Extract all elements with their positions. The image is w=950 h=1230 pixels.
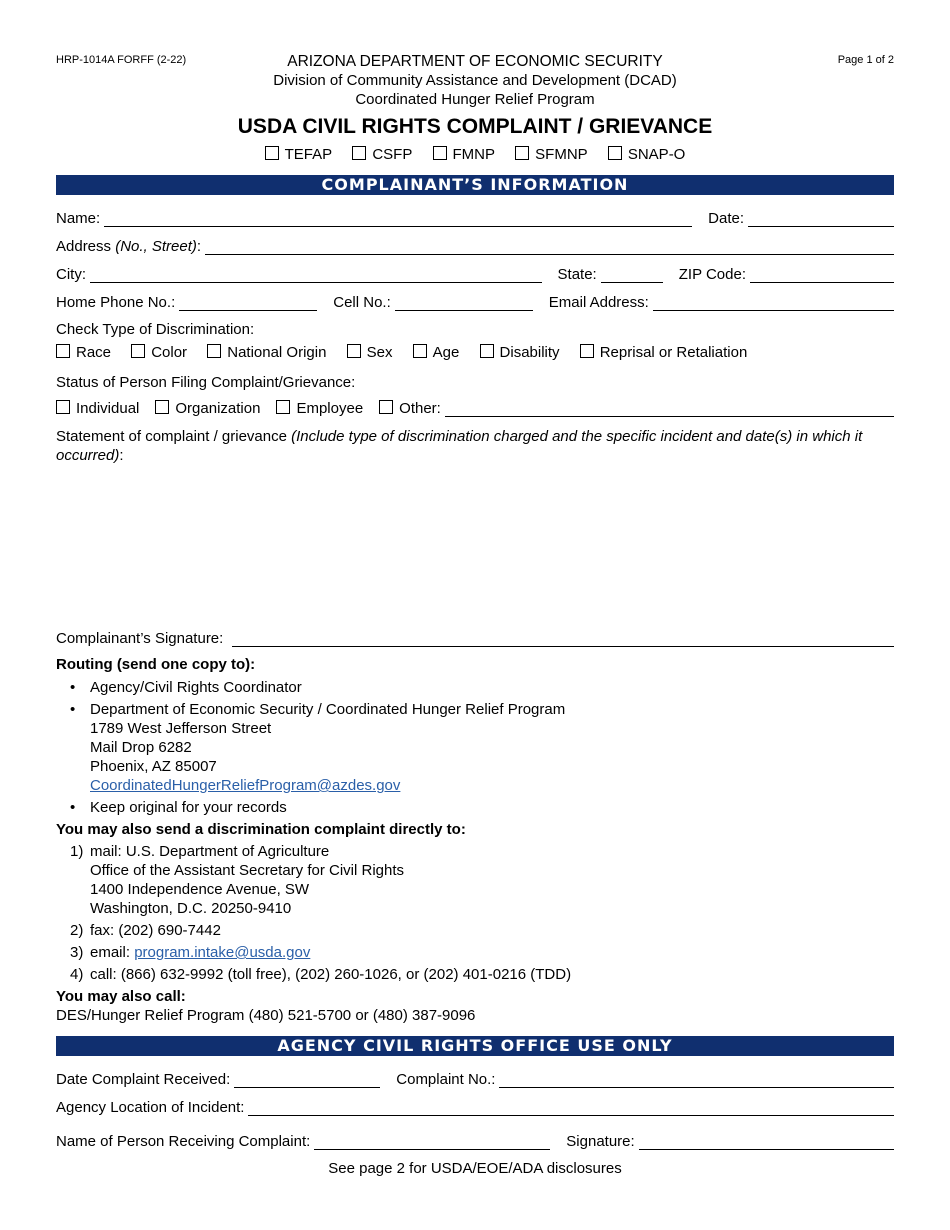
office-signature-label: Signature:: [566, 1133, 635, 1150]
cell-field[interactable]: [395, 296, 533, 311]
checkbox[interactable]: [433, 146, 447, 160]
status-option[interactable]: Individual: [56, 400, 139, 417]
other-option[interactable]: Other:: [379, 400, 441, 417]
routing-list: [56, 678, 894, 820]
checkbox[interactable]: [56, 344, 70, 358]
program-option[interactable]: SNAP-O: [608, 146, 686, 163]
name-field[interactable]: [104, 212, 692, 227]
date-field[interactable]: [748, 212, 894, 227]
discrimination-option[interactable]: Age: [413, 344, 460, 361]
list-item: 3) email: program.intake@usda.gov: [70, 944, 311, 961]
name-label: Name:: [56, 210, 101, 227]
program-option[interactable]: FMNP: [433, 146, 496, 163]
city-label: City:: [56, 266, 86, 283]
home-phone-field[interactable]: [179, 296, 317, 311]
checkbox[interactable]: [580, 344, 594, 358]
checkbox[interactable]: [347, 344, 361, 358]
program-name: Coordinated Hunger Relief Program: [355, 91, 595, 108]
discrimination-label: Check Type of Discrimination:: [56, 321, 255, 338]
email-label: Email Address:: [548, 294, 649, 311]
office-signature-field[interactable]: [639, 1135, 894, 1150]
statement-label: Statement of complaint / grievance (Include type of discrimination charged and the specific incident and date(s) in which it occurred):: [56, 428, 863, 464]
discrimination-option[interactable]: Sex: [347, 344, 393, 361]
checkbox[interactable]: [155, 400, 169, 414]
complaint-no-field[interactable]: [499, 1073, 894, 1088]
program-option[interactable]: SFMNP: [515, 146, 588, 163]
office-row-1: [56, 1066, 894, 1088]
direct-heading: You may also send a discrimination complaint directly to:: [56, 821, 466, 838]
status-options: [56, 395, 894, 417]
zip-field[interactable]: [750, 268, 894, 283]
checkbox[interactable]: [207, 344, 221, 358]
direct-list: [56, 842, 894, 987]
cell-label: Cell No.:: [333, 294, 391, 311]
home-phone-label: Home Phone No.:: [56, 294, 176, 311]
date-label: Date:: [708, 210, 744, 227]
statement-area[interactable]: [56, 466, 894, 618]
zip-label: ZIP Code:: [678, 266, 746, 283]
status-option[interactable]: Employee: [276, 400, 363, 417]
address-label: Address (No., Street):: [56, 238, 202, 255]
address-field[interactable]: [205, 240, 894, 255]
contact-row: [56, 289, 894, 311]
office-section-header: AGENCY CIVIL RIGHTS OFFICE USE ONLY: [56, 1036, 894, 1056]
checkbox[interactable]: [56, 400, 70, 414]
checkbox[interactable]: [608, 146, 622, 160]
checkbox[interactable]: [265, 146, 279, 160]
date-received-field[interactable]: [234, 1073, 380, 1088]
division-name: Division of Community Assistance and Development (DCAD): [273, 72, 677, 89]
state-field[interactable]: [601, 268, 663, 283]
checkbox[interactable]: [352, 146, 366, 160]
list-item: 2) fax: (202) 690-7442: [70, 922, 221, 939]
discrimination-option[interactable]: Color: [131, 344, 187, 361]
discrimination-option[interactable]: Reprisal or Retaliation: [580, 344, 748, 361]
checkbox[interactable]: [131, 344, 145, 358]
agency-name: ARIZONA DEPARTMENT OF ECONOMIC SECURITY: [287, 53, 663, 70]
list-item: • Department of Economic Security / Coordinated Hunger Relief Program 1789 West Jefferson Street Mail Drop 6282 Phoenix, AZ 85007 CoordinatedHungerReliefProgram@azdes.gov: [56, 700, 894, 795]
complainant-section-header: COMPLAINANT’S INFORMATION: [56, 175, 894, 195]
footer-note: See page 2 for USDA/EOE/ADA disclosures: [328, 1160, 622, 1177]
city-field[interactable]: [90, 268, 542, 283]
list-item: 4) call: (866) 632-9992 (toll free), (202) 260-1026, or (202) 401-0216 (TDD): [70, 966, 572, 983]
signature-row: [56, 625, 894, 647]
also-call-heading: You may also call:: [56, 988, 186, 1005]
discrimination-options: [56, 344, 763, 361]
program-option[interactable]: CSFP: [352, 146, 412, 163]
page-number: Page 1 of 2: [837, 54, 894, 66]
program-option[interactable]: TEFAP: [265, 146, 333, 163]
city-row: [56, 261, 894, 283]
checkbox[interactable]: [276, 400, 290, 414]
form-title: USDA CIVIL RIGHTS COMPLAINT / GRIEVANCE: [237, 115, 713, 138]
signature-field[interactable]: [232, 632, 894, 647]
checkbox[interactable]: [413, 344, 427, 358]
address-row: [56, 233, 894, 255]
checkbox[interactable]: [480, 344, 494, 358]
des-email-link[interactable]: CoordinatedHungerReliefProgram@azdes.gov: [90, 777, 401, 794]
program-checkboxes: [0, 146, 950, 163]
name-date-row: [56, 205, 894, 227]
also-call-text: DES/Hunger Relief Program (480) 521-5700 or (480) 387-9096: [56, 1007, 476, 1024]
status-option[interactable]: Organization: [155, 400, 260, 417]
receiver-field[interactable]: [314, 1135, 550, 1150]
state-label: State:: [557, 266, 597, 283]
checkbox[interactable]: [515, 146, 529, 160]
location-field[interactable]: [248, 1101, 894, 1116]
email-field[interactable]: [653, 296, 894, 311]
office-row-2: [56, 1094, 894, 1116]
routing-heading: Routing (send one copy to):: [56, 656, 256, 673]
form-code: HRP-1014A FORFF (2-22): [56, 54, 187, 66]
list-item: • Agency/Civil Rights Coordinator: [56, 678, 894, 697]
office-row-3: [56, 1128, 894, 1150]
other-field[interactable]: [445, 402, 894, 417]
list-item: 1) mail: U.S. Department of Agriculture Office of the Assistant Secretary for Civil Rights 1400 Independence Avenue, SW Washington, D.C. 20250-9410: [70, 843, 405, 917]
complaint-no-label: Complaint No.:: [396, 1071, 496, 1088]
list-item: • Keep original for your records: [56, 798, 894, 817]
receiver-label: Name of Person Receiving Complaint:: [56, 1133, 311, 1150]
discrimination-option[interactable]: Race: [56, 344, 111, 361]
signature-label: Complainant’s Signature:: [56, 630, 224, 647]
discrimination-option[interactable]: Disability: [480, 344, 560, 361]
date-received-label: Date Complaint Received:: [56, 1071, 231, 1088]
checkbox[interactable]: [379, 400, 393, 414]
status-label: Status of Person Filing Complaint/Grievance:: [56, 374, 356, 391]
discrimination-option[interactable]: National Origin: [207, 344, 326, 361]
location-label: Agency Location of Incident:: [56, 1099, 245, 1116]
usda-email-link[interactable]: program.intake@usda.gov: [134, 944, 311, 961]
